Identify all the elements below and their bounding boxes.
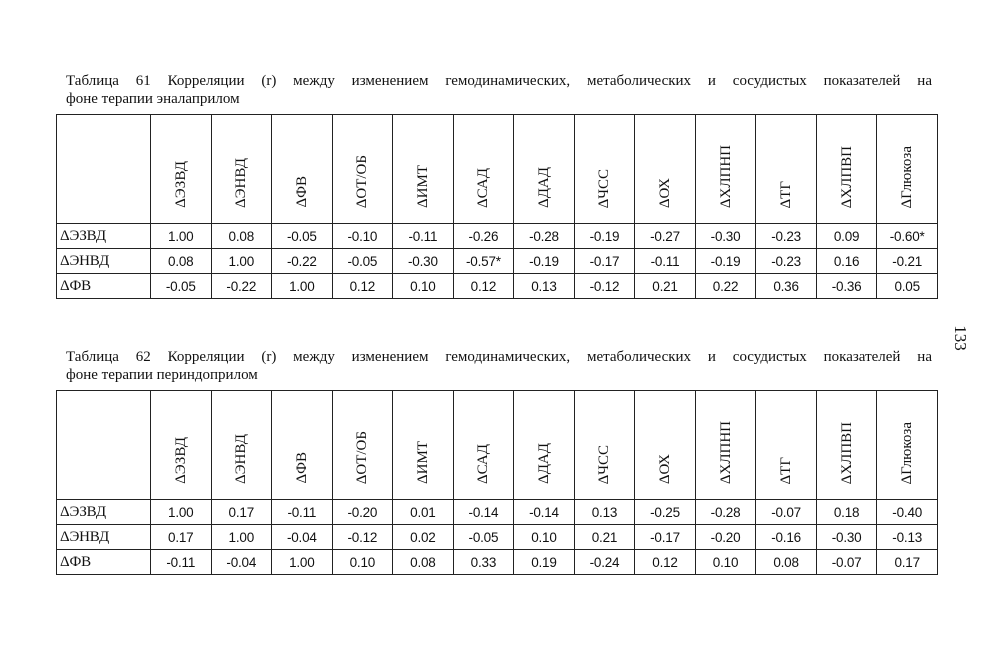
table-62-caption-line-2: фоне терапии периндоприлом [66,367,258,383]
column-header-label: ΔХЛПНП [717,420,734,484]
header-row [57,391,938,500]
correlation-cell: -0.04 [211,550,272,575]
page-number: 133 [951,325,970,351]
column-header-label: ΔОТ/ОБ [354,154,371,208]
correlation-cell: -0.05 [453,525,514,550]
correlation-cell: -0.57* [453,249,514,274]
correlation-cell: -0.36 [816,274,877,299]
column-header [756,391,817,500]
correlation-cell: 0.17 [151,525,212,550]
correlation-cell: -0.17 [574,249,635,274]
column-header [332,115,393,224]
column-header-label: ΔДАД [535,443,552,484]
column-header [514,391,575,500]
correlation-cell: -0.27 [635,224,696,249]
column-header [816,391,877,500]
correlation-cell: -0.14 [453,500,514,525]
correlation-cell: -0.11 [151,550,212,575]
correlation-cell: -0.16 [756,525,817,550]
correlation-cell: 0.08 [756,550,817,575]
column-header-label: ΔЭНВД [233,157,250,208]
header-corner-cell [57,115,151,224]
column-header-label: ΔОХ [657,453,674,484]
column-header-label: ΔЭЗВД [172,161,189,208]
column-header-label: ΔТГ [778,180,795,208]
correlation-cell: -0.25 [635,500,696,525]
correlation-cell: -0.19 [695,249,756,274]
correlation-cell: 0.08 [151,249,212,274]
correlation-cell: -0.11 [272,500,333,525]
correlation-cell: 0.08 [211,224,272,249]
correlation-cell: 0.17 [877,550,938,575]
correlation-cell: -0.11 [635,249,696,274]
column-header [574,115,635,224]
correlation-cell: 0.01 [393,500,454,525]
correlation-cell: -0.28 [514,224,575,249]
correlation-cell: 0.12 [635,550,696,575]
column-header-label: ΔОТ/ОБ [354,430,371,484]
column-header [211,391,272,500]
column-header-label: ΔГлюкоза [899,421,916,484]
correlation-cell: -0.05 [332,249,393,274]
correlation-cell: -0.14 [514,500,575,525]
correlation-cell: -0.30 [393,249,454,274]
column-header [877,115,938,224]
column-header-label: ΔОХ [657,177,674,208]
column-header-label: ΔФВ [293,176,310,208]
correlation-cell: -0.23 [756,224,817,249]
correlation-cell: -0.11 [393,224,454,249]
correlation-cell: -0.22 [272,249,333,274]
correlation-cell: 0.10 [393,274,454,299]
header-row [57,115,938,224]
correlation-cell: 0.36 [756,274,817,299]
column-header [453,115,514,224]
column-header-label: ΔИМТ [414,441,431,484]
correlation-cell: -0.05 [151,274,212,299]
table-row [57,500,938,525]
correlation-cell: 0.02 [393,525,454,550]
correlation-cell: 0.05 [877,274,938,299]
column-header-label: ΔХЛПНП [717,144,734,208]
correlation-cell: -0.28 [695,500,756,525]
row-label: ΔФВ [57,550,151,575]
table-61-caption-line-2: фоне терапии эналаприлом [66,91,240,107]
correlation-cell: 0.18 [816,500,877,525]
table-61-caption-line-1: Таблица 61 Корреляции (r) между изменением гемодинамических, метаболических и сосудистых показателей на [66,73,932,89]
column-header [151,391,212,500]
correlation-cell: 0.10 [695,550,756,575]
correlation-cell: 1.00 [272,274,333,299]
correlation-cell: -0.21 [877,249,938,274]
correlation-cell: 1.00 [272,550,333,575]
column-header [816,115,877,224]
correlation-cell: -0.05 [272,224,333,249]
table-row [57,525,938,550]
correlation-cell: 0.09 [816,224,877,249]
column-header [211,115,272,224]
table-row [57,249,938,274]
correlation-cell: 0.08 [393,550,454,575]
column-header [877,391,938,500]
column-header-label: ΔФВ [293,452,310,484]
correlation-cell: 0.21 [574,525,635,550]
correlation-cell: 0.13 [514,274,575,299]
correlation-cell: -0.26 [453,224,514,249]
column-header-label: ΔГлюкоза [899,145,916,208]
correlation-cell: 0.19 [514,550,575,575]
column-header [151,115,212,224]
table-row [57,274,938,299]
correlation-cell: -0.60* [877,224,938,249]
column-header [635,115,696,224]
correlation-cell: -0.07 [816,550,877,575]
correlation-cell: -0.12 [574,274,635,299]
correlation-cell: -0.30 [816,525,877,550]
row-label: ΔЭЗВД [57,224,151,249]
row-label: ΔЭНВД [57,249,151,274]
column-header [393,115,454,224]
correlation-cell: -0.12 [332,525,393,550]
column-header-label: ΔЧСС [596,168,613,208]
column-header [695,391,756,500]
column-header-label: ΔЭНВД [233,433,250,484]
correlation-cell: -0.17 [635,525,696,550]
table-62-correlation [56,390,938,575]
column-header [332,391,393,500]
column-header-label: ΔИМТ [414,165,431,208]
table-row [57,224,938,249]
table-61-correlation [56,114,938,299]
correlation-cell: -0.19 [514,249,575,274]
correlation-cell: 0.16 [816,249,877,274]
correlation-cell: 0.33 [453,550,514,575]
column-header-label: ΔЭЗВД [172,437,189,484]
correlation-cell: 1.00 [211,525,272,550]
column-header-label: ΔСАД [475,168,492,208]
column-header-label: ΔЧСС [596,444,613,484]
row-label: ΔФВ [57,274,151,299]
correlation-cell: 0.12 [453,274,514,299]
correlation-cell: -0.13 [877,525,938,550]
correlation-cell: 0.10 [514,525,575,550]
correlation-cell: -0.20 [695,525,756,550]
correlation-cell: -0.19 [574,224,635,249]
correlation-cell: 1.00 [151,500,212,525]
column-header [695,115,756,224]
column-header-label: ΔХЛПВП [838,421,855,484]
correlation-cell: -0.20 [332,500,393,525]
row-label: ΔЭНВД [57,525,151,550]
table-62-caption-line-1: Таблица 62 Корреляции (r) между изменением гемодинамических, метаболических и сосудистых показателей на [66,349,932,365]
correlation-cell: 0.22 [695,274,756,299]
column-header [272,115,333,224]
table-row [57,550,938,575]
column-header [756,115,817,224]
correlation-cell: -0.07 [756,500,817,525]
correlation-cell: 0.12 [332,274,393,299]
table-62-caption [66,348,932,384]
correlation-cell: -0.10 [332,224,393,249]
correlation-cell: -0.22 [211,274,272,299]
correlation-cell: 1.00 [151,224,212,249]
correlation-cell: 0.21 [635,274,696,299]
column-header-label: ΔДАД [535,167,552,208]
header-corner-cell [57,391,151,500]
column-header-label: ΔТГ [778,456,795,484]
correlation-cell: 0.13 [574,500,635,525]
correlation-cell: -0.40 [877,500,938,525]
column-header-label: ΔХЛПВП [838,145,855,208]
correlation-cell: -0.04 [272,525,333,550]
correlation-cell: 0.17 [211,500,272,525]
correlation-cell: 0.10 [332,550,393,575]
correlation-cell: -0.24 [574,550,635,575]
correlation-cell: 1.00 [211,249,272,274]
column-header-label: ΔСАД [475,444,492,484]
table-61-caption [66,72,932,108]
column-header [272,391,333,500]
row-label: ΔЭЗВД [57,500,151,525]
correlation-cell: -0.30 [695,224,756,249]
column-header [453,391,514,500]
column-header [635,391,696,500]
column-header [574,391,635,500]
correlation-cell: -0.23 [756,249,817,274]
column-header [514,115,575,224]
column-header [393,391,454,500]
